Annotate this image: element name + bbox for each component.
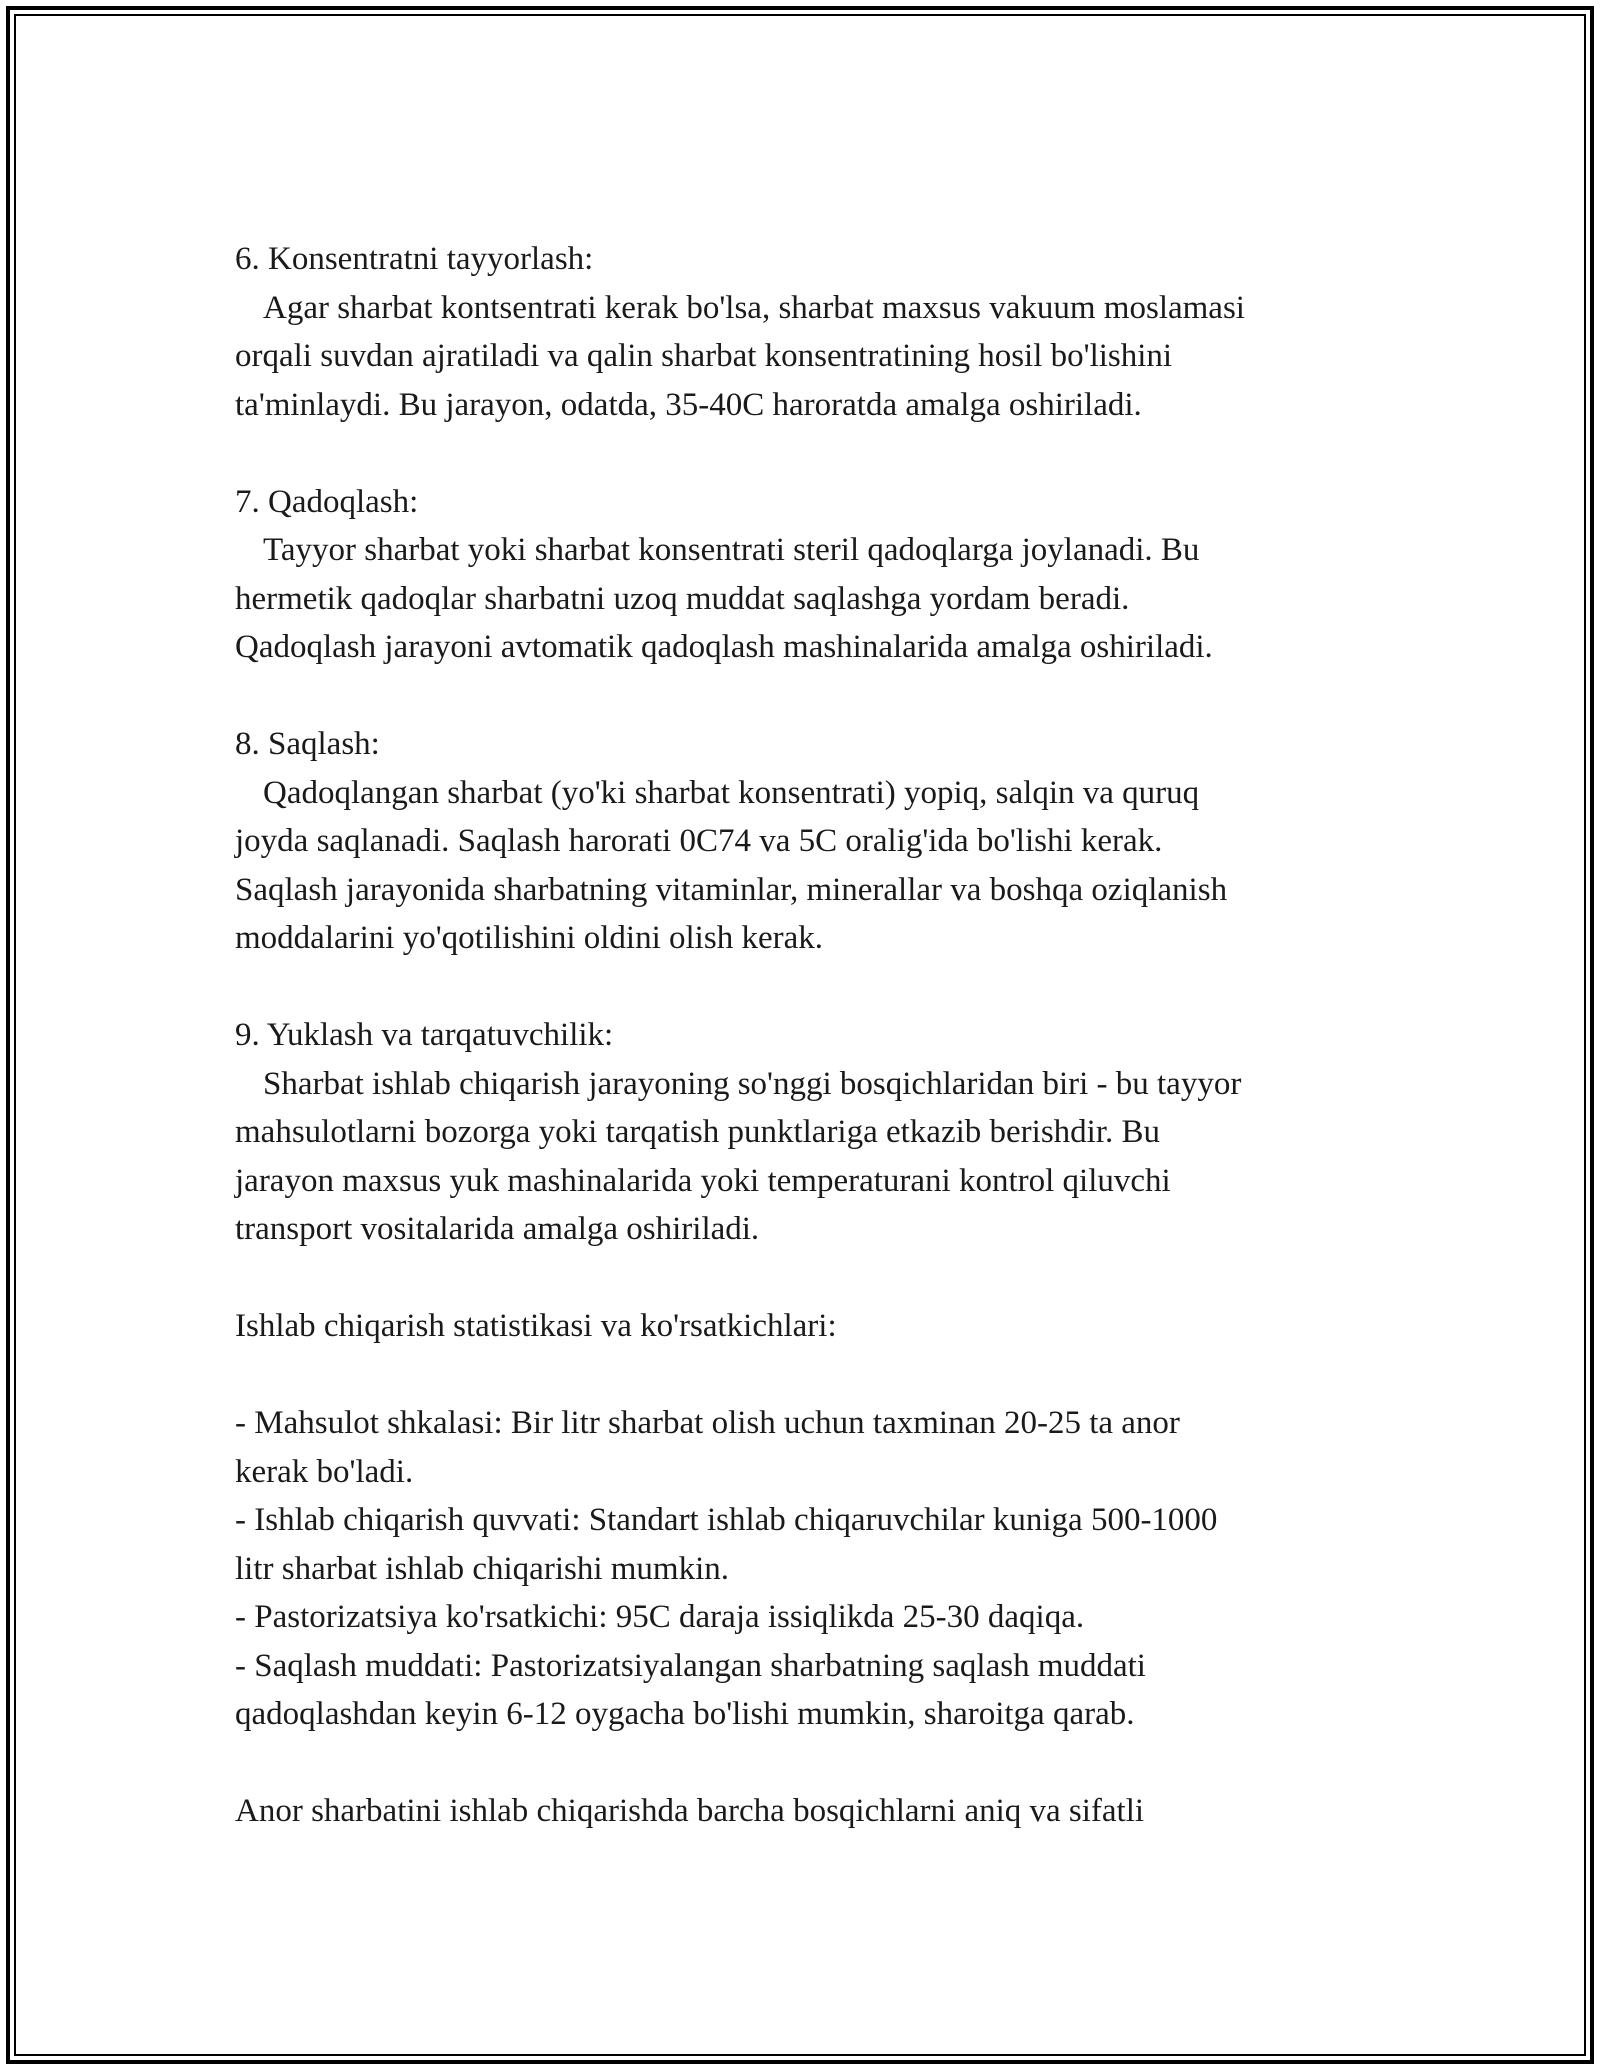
paragraph-line: Sharbat ishlab chiqarish jarayoning so'nggi bosqichlaridan biri - bu tayyor [263,1065,1242,1102]
section-heading: 6. Konsentratni tayyorlash: [235,241,594,277]
stats-line: - Saqlash muddati: Pastorizatsiyalangan sharbatning saqlash muddati [235,1647,1146,1684]
paragraph-gap [235,672,1395,721]
stats-line: - Ishlab chiqarish quvvati: Standart ishlab chiqaruvchilar kuniga 500-1000 [235,1502,1218,1538]
section-saqlash [235,720,1395,963]
paragraph-gap [235,429,1395,478]
paragraph-gap [235,1254,1395,1303]
paragraph-line: joyda saqlanadi. Saqlash harorati 0C74 va 5C oralig'ida bo'lishi kerak. [235,823,1163,859]
section-heading: 9. Yuklash va tarqatuvchilik: [235,1017,614,1053]
section-heading: 7. Qadoqlash: [235,483,419,520]
paragraph-gap [235,1739,1395,1788]
paragraph-line: hermetik qadoqlar sharbatni uzoq muddat saqlashga yordam beradi. [235,580,1130,617]
stats-line: - Pastorizatsiya ko'rsatkichi: 95C daraja issiqlikda 25-30 daqiqa. [235,1599,1085,1635]
section-heading: 8. Saqlash: [235,726,380,762]
paragraph-line: orqali suvdan ajratiladi va qalin sharbat konsentratining hosil bo'lishini [235,338,1173,374]
paragraph-line: ta'minlaydi. Bu jarayon, odatda, 35-40C haroratda amalga oshiriladi. [235,386,1142,423]
document-body [235,235,1395,1836]
section-konsentrat [235,235,1395,429]
stats-line: qadoqlashdan keyin 6-12 oygacha bo'lishi mumkin, sharoitga qarab. [235,1696,1135,1732]
stats-line: - Mahsulot shkalasi: Bir litr sharbat olish uchun taxminan 20-25 ta anor [235,1405,1180,1441]
stats-line: kerak bo'ladi. [235,1453,414,1490]
paragraph-line: Saqlash jarayonida sharbatning vitaminlar, minerallar va boshqa oziqlanish [235,871,1228,908]
paragraph-line: Tayyor sharbat yoki sharbat konsentrati steril qadoqlarga joylanadi. Bu [263,532,1200,568]
paragraph-line: mahsulotlarni bozorga yoki tarqatish punktlariga etkazib berishdir. Bu [235,1114,1161,1150]
stats-heading: Ishlab chiqarish statistikasi va ko'rsatkichlari: [235,1308,837,1344]
paragraph-line: transport vositalarida amalga oshiriladi. [235,1211,760,1247]
paragraph-gap [235,963,1395,1012]
section-qadoqlash [235,478,1395,672]
stats-list [235,1399,1395,1739]
closing-line: Anor sharbatini ishlab chiqarishda barcha bosqichlarni aniq va sifatli [235,1793,1145,1829]
paragraph-line: Agar sharbat kontsentrati kerak bo'lsa, sharbat maxsus vakuum moslamasi [263,289,1245,326]
paragraph-line: Qadoqlash jarayoni avtomatik qadoqlash mashinalarida amalga oshiriladi. [235,629,1213,665]
paragraph-line: jarayon maxsus yuk mashinalarida yoki temperaturani kontrol qiluvchi [235,1162,1171,1199]
paragraph-line: Qadoqlangan sharbat (yo'ki sharbat konsentrati) yopiq, salqin va quruq [263,774,1200,811]
paragraph-gap [235,1351,1395,1400]
paragraph-line: moddalarini yo'qotilishini oldini olish kerak. [235,920,823,956]
section-yuklash [235,1011,1395,1254]
stats-line: litr sharbat ishlab chiqarishi mumkin. [235,1550,730,1587]
